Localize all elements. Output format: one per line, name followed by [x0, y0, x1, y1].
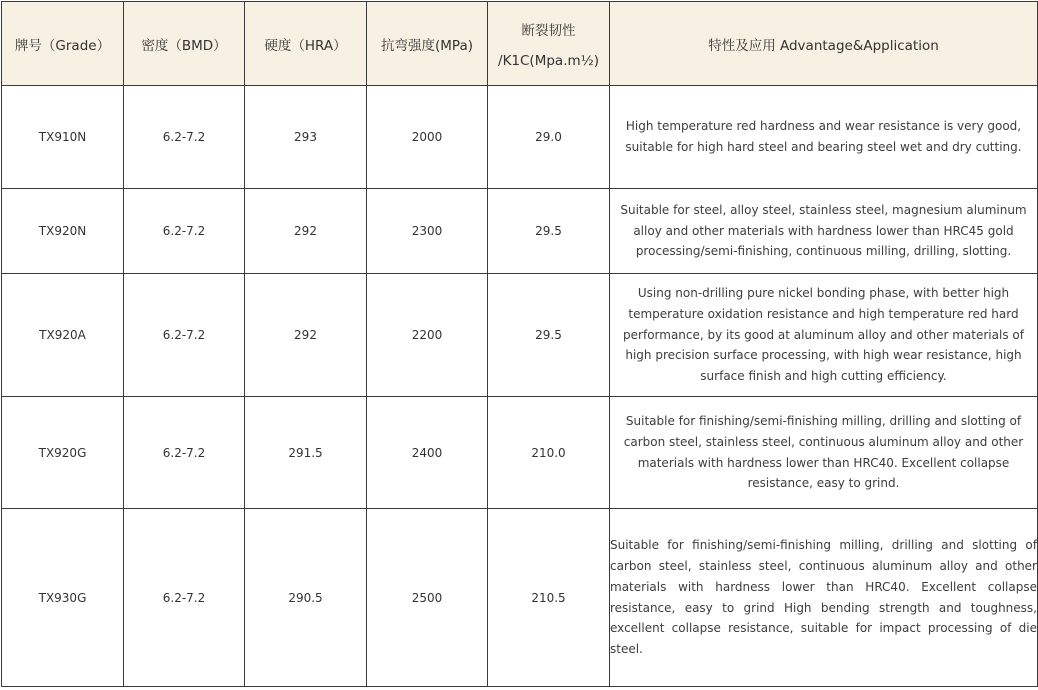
cell-application: Suitable for steel, alloy steel, stainless steel, magnesium aluminum alloy and other materials with hardness lower than HRC45 gold processing/semi-finishing, continuous milling, drilling, slotting. [610, 189, 1038, 274]
header-grade: 牌号（Grade） [2, 2, 124, 86]
cell-strength: 2000 [367, 86, 488, 189]
cell-application: High temperature red hardness and wear resistance is very good, suitable for high hard steel and bearing steel wet and dry cutting. [610, 86, 1038, 189]
header-strength: 抗弯强度(MPa) [367, 2, 488, 86]
cell-toughness: 29.5 [488, 189, 610, 274]
cell-strength: 2400 [367, 397, 488, 509]
cell-grade: TX930G [2, 509, 124, 687]
cell-application: Using non-drilling pure nickel bonding phase, with better high temperature oxidation resistance and high temperature red hard performance, by its good at aluminum alloy and other materials of high precision surface processing, with high wear resistance, high surface finish and high cutting efficiency. [610, 274, 1038, 397]
cell-hardness: 292 [245, 274, 367, 397]
header-toughness-line1: 断裂韧性 [521, 22, 576, 39]
header-row [2, 2, 1038, 86]
cell-hardness: 292 [245, 189, 367, 274]
grade-properties-table [1, 1, 1038, 687]
cell-density: 6.2-7.2 [124, 509, 245, 687]
table-row [2, 189, 1038, 274]
cell-toughness: 210.5 [488, 509, 610, 687]
cell-grade: TX910N [2, 86, 124, 189]
cell-strength: 2500 [367, 509, 488, 687]
cell-strength: 2200 [367, 274, 488, 397]
cell-toughness: 210.0 [488, 397, 610, 509]
cell-application: Suitable for finishing/semi-finishing milling, drilling and slotting of carbon steel, stainless steel, continuous aluminum alloy and other materials with hardness lower than HRC40. Excellent collapse resistance, easy to grind. [610, 397, 1038, 509]
cell-grade: TX920N [2, 189, 124, 274]
cell-strength: 2300 [367, 189, 488, 274]
cell-density: 6.2-7.2 [124, 189, 245, 274]
cell-toughness: 29.0 [488, 86, 610, 189]
cell-grade: TX920A [2, 274, 124, 397]
table-row [2, 274, 1038, 397]
cell-density: 6.2-7.2 [124, 274, 245, 397]
header-toughness [488, 2, 610, 86]
table-row [2, 397, 1038, 509]
cell-hardness: 293 [245, 86, 367, 189]
cell-density: 6.2-7.2 [124, 86, 245, 189]
table-row [2, 509, 1038, 687]
header-application: 特性及应用 Advantage&Application [610, 2, 1038, 86]
header-density: 密度（BMD） [124, 2, 245, 86]
cell-application: Suitable for finishing/semi-finishing milling, drilling and slotting of carbon steel, stainless steel, continuous aluminum alloy and other materials with hardness lower than HRC40. Excellent collapse resistance, easy to grind High bending strength and toughness, excellent collapse resistance, suitable for impact processing of die steel. [610, 509, 1038, 687]
cell-toughness: 29.5 [488, 274, 610, 397]
cell-hardness: 290.5 [245, 509, 367, 687]
cell-hardness: 291.5 [245, 397, 367, 509]
header-toughness-line2: /K1C(Mpa.m½) [498, 52, 599, 69]
cell-grade: TX920G [2, 397, 124, 509]
header-hardness: 硬度（HRA） [245, 2, 367, 86]
table-row [2, 86, 1038, 189]
cell-density: 6.2-7.2 [124, 397, 245, 509]
